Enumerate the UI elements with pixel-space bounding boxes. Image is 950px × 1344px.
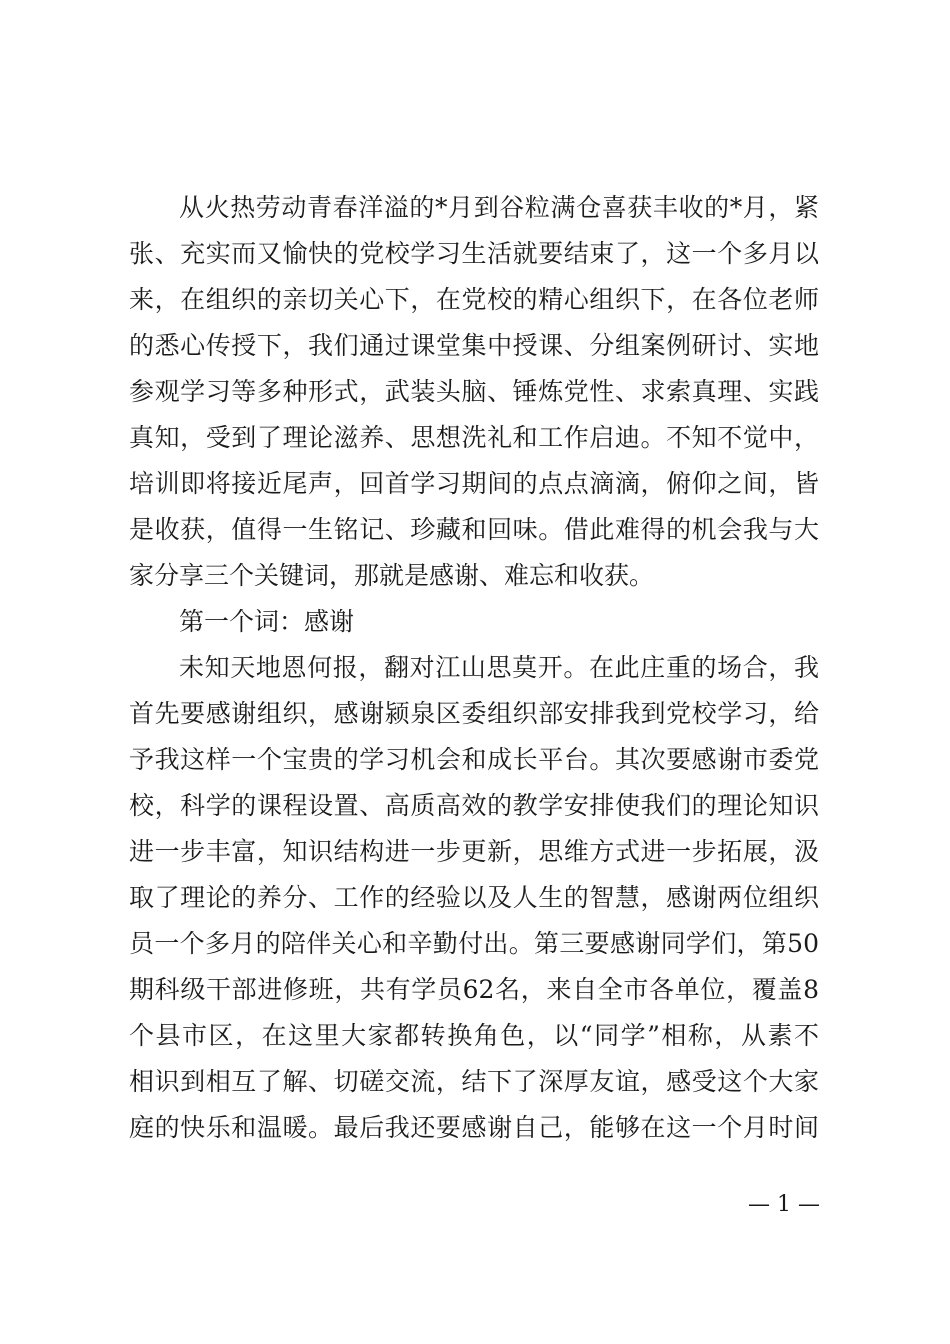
paragraph2-line-5: 进一步丰富，知识结构进一步更新，思维方式进一步拓展，汲	[129, 837, 819, 866]
paragraph2-line-11: 庭的快乐和温暖。最后我还要感谢自己，能够在这一个月时间	[129, 1113, 819, 1142]
paragraph1-line-9: 家分享三个关键词，那就是感谢、难忘和收获。	[129, 561, 655, 590]
paragraph2-line-6: 取了理论的养分、工作的经验以及人生的智慧，感谢两位组织	[129, 883, 819, 912]
paragraph1-line-8: 是收获，值得一生铭记、珍藏和回味。借此难得的机会我与大	[129, 515, 819, 544]
paragraph1-line-2: 张、充实而又愉快的党校学习生活就要结束了，这一个多月以	[129, 239, 819, 268]
paragraph2-line-7: 员一个多月的陪伴关心和辛勤付出。第三要感谢同学们，第50	[129, 929, 819, 958]
page-number: — 1 —	[748, 1192, 820, 1217]
paragraph1-line-7: 培训即将接近尾声，回首学习期间的点点滴滴，俯仰之间，皆	[129, 469, 819, 498]
section-heading: 第一个词：感谢	[179, 607, 355, 636]
paragraph1-line-4: 的悉心传授下，我们通过课堂集中授课、分组案例研讨、实地	[129, 331, 819, 360]
paragraph1-line-5: 参观学习等多种形式，武装头脑、锤炼党性、求索真理、实践	[129, 377, 819, 406]
paragraph2-line-10: 相识到相互了解、切磋交流，结下了深厚友谊，感受这个大家	[129, 1067, 819, 1096]
paragraph2-line-9: 个县市区，在这里大家都转换角色，以“同学”相称，从素不	[129, 1021, 819, 1050]
paragraph1-line-6: 真知，受到了理论滋养、思想洗礼和工作启迪。不知不觉中，	[129, 423, 819, 452]
paragraph1-line-3: 来，在组织的亲切关心下，在党校的精心组织下，在各位老师	[129, 285, 819, 314]
paragraph2-line-8: 期科级干部进修班，共有学员62名，来自全市各单位，覆盖8	[129, 975, 819, 1004]
paragraph1-line-1: 从火热劳动青春洋溢的*月到谷粒满仓喜获丰收的*月，紧	[179, 193, 819, 222]
paragraph2-line-4: 校，科学的课程设置、高质高效的教学安排使我们的理论知识	[129, 791, 819, 820]
paragraph2-line-1: 未知天地恩何报，翻对江山思莫开。在此庄重的场合，我	[179, 653, 819, 682]
paragraph2-line-3: 予我这样一个宝贵的学习机会和成长平台。其次要感谢市委党	[129, 745, 819, 774]
paragraph2-line-2: 首先要感谢组织，感谢颍泉区委组织部安排我到党校学习，给	[129, 699, 819, 728]
